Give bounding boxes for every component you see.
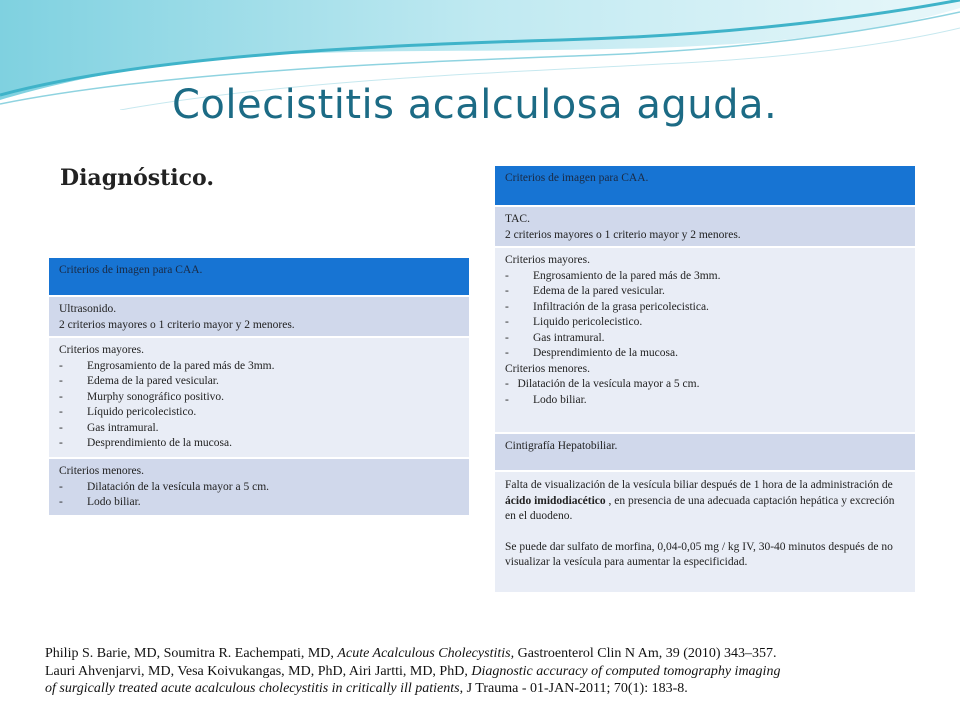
- major-criteria-title: Criterios mayores.: [505, 254, 590, 266]
- hida-agent-name: ácido imidodiacético: [505, 494, 606, 507]
- list-item: - Lodo biliar.: [59, 496, 141, 508]
- table-header: Criterios de imagen para CAA.: [495, 166, 915, 207]
- method-name: Ultrasonido.: [59, 303, 117, 315]
- method-row: [49, 297, 469, 338]
- method-rule: 2 criterios mayores o 1 criterio mayor y 2 menores.: [59, 318, 295, 331]
- list-item: - Desprendimiento de la mucosa.: [59, 437, 232, 449]
- major-minor-criteria-row: [495, 248, 915, 434]
- list-item: - Líquido pericolecistico.: [59, 406, 197, 418]
- slide-subtitle: Diagnóstico.: [60, 165, 214, 191]
- ultrasound-criteria-table: [49, 258, 469, 517]
- table-header: Criterios de imagen para CAA.: [49, 258, 469, 297]
- list-item: - Gas intramural.: [59, 421, 159, 434]
- list-item: - Edema de la pared vesicular.: [59, 375, 219, 387]
- list-item: - Desprendimiento de la mucosa.: [505, 347, 678, 359]
- references: [45, 645, 945, 698]
- list-item: - Dilatación de la vesícula mayor a 5 cm.: [59, 480, 270, 493]
- major-criteria-row: [49, 338, 469, 459]
- reference-2-line-2: of surgically treated acute acalculous cholecystitis in critically ill patients, J Trauma - 01-JAN-2011; 70(1): 183-8.: [45, 681, 688, 696]
- list-item: - Murphy sonográfico positivo.: [59, 390, 225, 403]
- list-item: - Lodo biliar.: [505, 393, 587, 406]
- minor-criteria-title: Criterios menores.: [59, 465, 144, 477]
- major-criteria-title: Criterios mayores.: [59, 344, 144, 356]
- ct-hida-criteria-table: [495, 166, 915, 594]
- hida-paragraph: Falta de visualización de la vesícula biliar después de 1 hora de la administración de ácido imidodiacético , en presencia de una adecuada captación hepática y excreción en el duodeno.: [505, 479, 895, 522]
- morphine-paragraph: Se puede dar sulfato de morfina, 0,04-0,05 mg / kg IV, 30-40 minutos después de no visualizar la vesícula para aumentar la especificidad.: [505, 540, 893, 568]
- list-item: - Gas intramural.: [505, 331, 605, 344]
- list-item: - Engrosamiento de la pared más de 3mm.: [59, 359, 275, 372]
- list-item: - Dilatación de la vesícula mayor a 5 cm.: [505, 378, 700, 390]
- method-row: [495, 207, 915, 248]
- list-item: - Liquido pericolecistico.: [505, 316, 643, 328]
- list-item: - Edema de la pared vesicular.: [505, 285, 665, 297]
- slide-title: Colecistitis acalculosa aguda.: [172, 82, 778, 128]
- list-item: - Engrosamiento de la pared más de 3mm.: [505, 269, 721, 282]
- hida-description-row: [495, 472, 915, 594]
- method-name: TAC.: [505, 213, 530, 225]
- list-item: - Infiltración de la grasa pericolecistica.: [505, 300, 709, 313]
- hida-title-row: Cintigrafía Hepatobiliar.: [495, 434, 915, 472]
- minor-criteria-row: [49, 459, 469, 517]
- method-rule: 2 criterios mayores o 1 criterio mayor y 2 menores.: [505, 228, 741, 241]
- reference-1: Philip S. Barie, MD, Soumitra R. Eachempati, MD, Acute Acalculous Cholecystitis, Gastroenterol Clin N Am, 39 (2010) 343–357.: [45, 646, 777, 661]
- minor-criteria-title: Criterios menores.: [505, 362, 590, 375]
- reference-2-line-1: Lauri Ahvenjarvi, MD, Vesa Koivukangas, MD, PhD, Airi Jartti, MD, PhD, Diagnostic accuracy of computed tomography imaging: [45, 663, 781, 679]
